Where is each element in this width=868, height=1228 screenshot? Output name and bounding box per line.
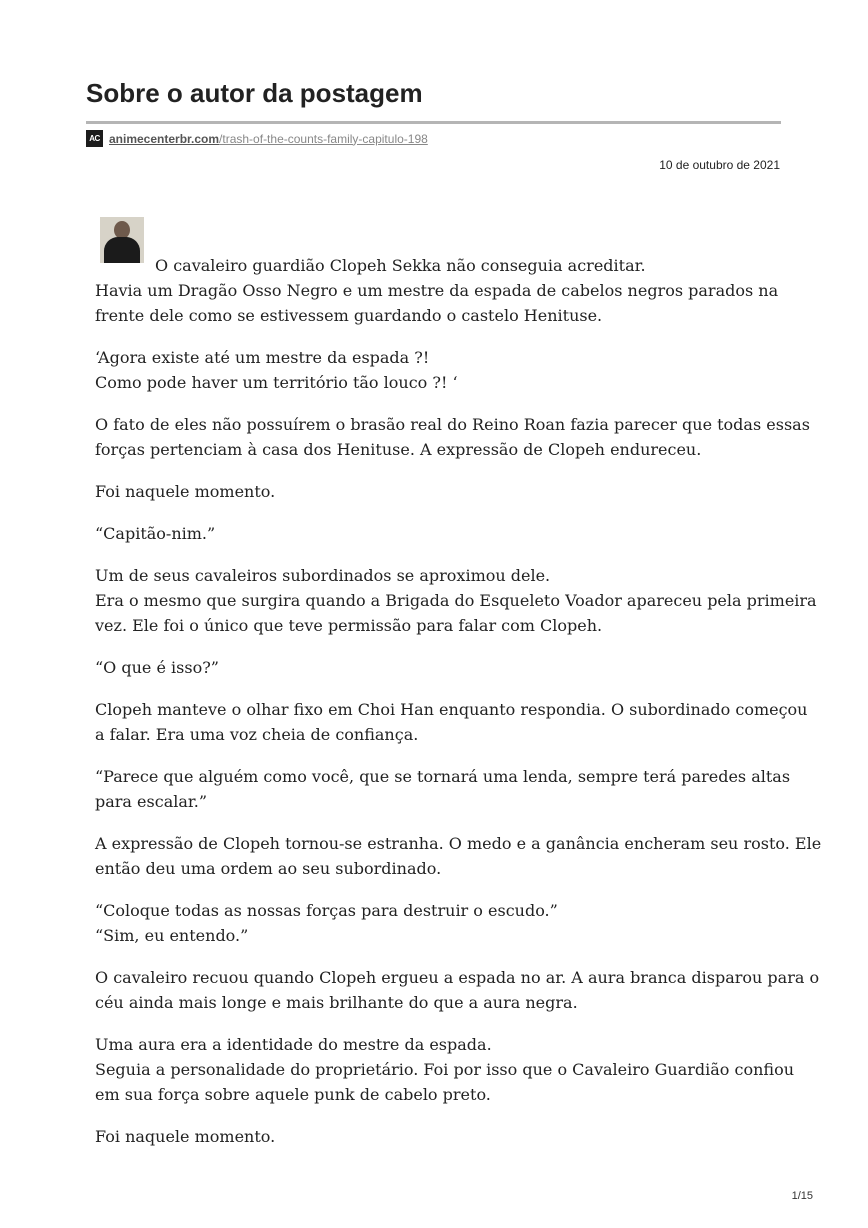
paragraph-line: Foi naquele momento. (95, 1127, 276, 1146)
source-path[interactable]: /trash-of-the-counts-family-capitulo-198 (219, 131, 428, 146)
title-divider (86, 121, 781, 124)
paragraph-line: Foi naquele momento. (95, 482, 276, 501)
paragraph-line: forças pertenciam à casa dos Henituse. A expressão de Clopeh endureceu. (95, 440, 702, 459)
paragraph-line: “O que é isso?” (95, 658, 219, 677)
paragraph-line: O fato de eles não possuírem o brasão real do Reino Roan fazia parecer que todas essas (95, 415, 810, 434)
paragraph-line: a falar. Era uma voz cheia de confiança. (95, 725, 419, 744)
article-paragraph (95, 345, 785, 395)
source-domain[interactable]: animecenterbr.com (109, 131, 220, 146)
article-paragraph (95, 1124, 785, 1149)
paragraph-line: O cavaleiro recuou quando Clopeh ergueu a espada no ar. A aura branca disparou para o (95, 968, 820, 987)
paragraph-line: para escalar.” (95, 792, 208, 811)
article-paragraph (95, 412, 810, 462)
paragraph-line: ‘Agora existe até um mestre da espada ?! (95, 348, 430, 367)
paragraph-line: então deu uma ordem ao seu subordinado. (95, 859, 442, 878)
article-paragraph (95, 253, 785, 328)
paragraph-line: céu ainda mais longe e mais brilhante do que a aura negra. (95, 993, 578, 1012)
paragraph-line: Seguia a personalidade do proprietário. Foi por isso que o Cavaleiro Guardião confiou (95, 1060, 794, 1079)
paragraph-line: Clopeh manteve o olhar fixo em Choi Han enquanto respondia. O subordinado começou (95, 700, 808, 719)
article-paragraph (95, 965, 820, 1015)
paragraph-line: “Sim, eu entendo.” (95, 926, 249, 945)
article-paragraph (95, 521, 785, 546)
article-paragraph (95, 479, 785, 504)
paragraph-line: Era o mesmo que surgira quando a Brigada do Esqueleto Voador apareceu pela primeira (95, 591, 817, 610)
paragraph-line: Havia um Dragão Osso Negro e um mestre da espada de cabelos negros parados na (95, 281, 779, 300)
article-paragraph (95, 655, 785, 680)
article-paragraph (95, 1032, 794, 1107)
paragraph-line: O cavaleiro guardião Clopeh Sekka não conseguia acreditar. (155, 256, 646, 275)
paragraph-line: Um de seus cavaleiros subordinados se aproximou dele. (95, 566, 551, 585)
site-logo-icon: AC (86, 130, 103, 147)
paragraph-line: frente dele como se estivessem guardando o castelo Henituse. (95, 306, 603, 325)
paragraph-line: “Capitão-nim.” (95, 524, 216, 543)
article-paragraph (95, 898, 785, 948)
paragraph-line: A expressão de Clopeh tornou-se estranha. O medo e a ganância encheram seu rosto. Ele (95, 834, 822, 853)
post-date: 10 de outubro de 2021 (659, 158, 780, 172)
page-number: 1/15 (791, 1190, 813, 1202)
article-paragraph (95, 563, 817, 638)
paragraph-line: “Parece que alguém como você, que se tornará uma lenda, sempre terá paredes altas (95, 767, 791, 786)
paragraph-line: Uma aura era a identidade do mestre da espada. (95, 1035, 492, 1054)
source-link[interactable] (86, 130, 428, 147)
page-title: Sobre o autor da postagem (86, 78, 423, 108)
article-paragraph (95, 764, 791, 814)
article-paragraph (95, 697, 808, 747)
article-body (95, 253, 822, 1166)
paragraph-line: em sua força sobre aquele punk de cabelo preto. (95, 1085, 491, 1104)
paragraph-line: “Coloque todas as nossas forças para destruir o escudo.” (95, 901, 558, 920)
paragraph-line: Como pode haver um território tão louco ?! ‘ (95, 373, 458, 392)
article-paragraph (95, 831, 822, 881)
paragraph-line: vez. Ele foi o único que teve permissão para falar com Clopeh. (95, 616, 603, 635)
